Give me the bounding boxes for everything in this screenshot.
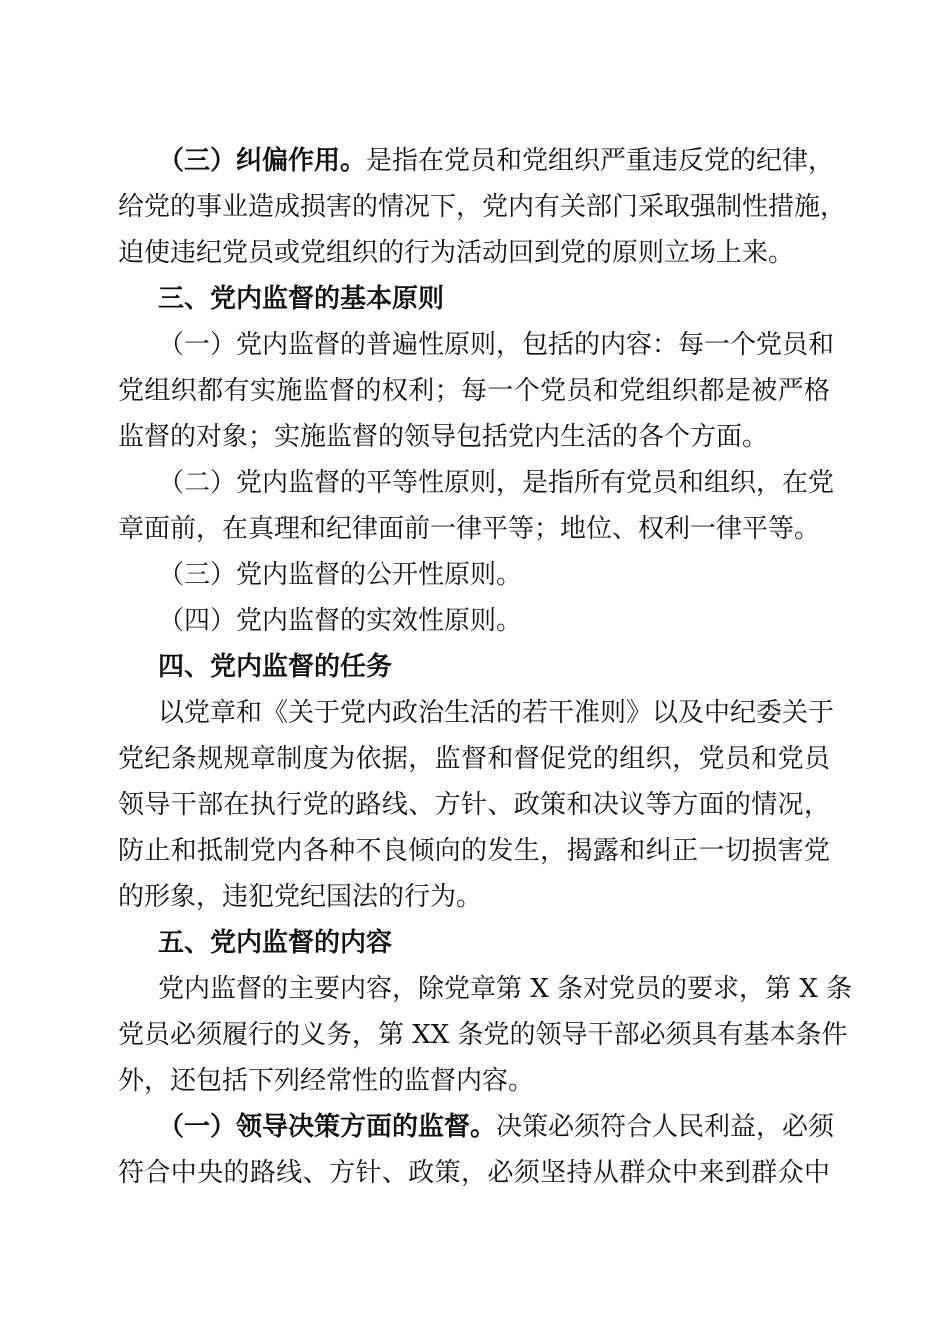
text-line: 的形象，违犯党纪国法的行为。 <box>118 882 483 912</box>
paragraph-content <box>118 966 853 1104</box>
text-line: 党纪条规规章制度为依据，监督和督促党的组织，党员和党员 <box>118 744 830 774</box>
section-heading: 五、党内监督的内容 <box>158 928 393 958</box>
text-line: （一）党内监督的普遍性原则，包括的内容：每一个党员和 <box>158 330 835 360</box>
text-line <box>118 1104 835 1150</box>
text-line: 符合中央的路线、方针、政策，必须坚持从群众中来到群众中 <box>118 1158 830 1188</box>
text-line: 监督的对象；实施监督的领导包括党内生活的各个方面。 <box>118 422 769 452</box>
section-heading: 三、党内监督的基本原则 <box>158 284 445 314</box>
text-line: 党员必须履行的义务，第 XX 条党的领导干部必须具有基本条件 <box>118 1020 848 1050</box>
text-line: 以党章和《关于党内政治生活的若干准则》以及中纪委关于 <box>158 698 835 728</box>
paragraph-openness: （三）党内监督的公开性原则。 <box>158 560 523 590</box>
text-line: 领导干部在执行党的路线、方针、政策和决议等方面的情况， <box>118 790 830 820</box>
text-line: 章面前，在真理和纪律面前一律平等；地位、权利一律平等。 <box>118 514 821 544</box>
paragraph-lead: （一）领导决策方面的监督。 <box>158 1112 497 1142</box>
paragraph-universality <box>118 322 835 460</box>
text-line: 防止和抵制党内各种不良倾向的发生，揭露和纠正一切损害党 <box>118 836 830 866</box>
paragraph-tasks <box>118 690 835 920</box>
section-heading: 四、党内监督的任务 <box>158 652 393 682</box>
paragraph-effectiveness: （四）党内监督的实效性原则。 <box>158 606 523 636</box>
text-line: 迫使违纪党员或党组织的行为活动回到党的原则立场上来。 <box>118 238 795 268</box>
text-line-rest: 是指在党员和党组织严重违反党的纪律， <box>366 146 835 176</box>
text-line-rest: 决策必须符合人民利益，必须 <box>496 1112 835 1142</box>
text-line: 外，还包括下列经常性的监督内容。 <box>118 1066 535 1096</box>
paragraph-correction-role <box>118 138 847 276</box>
paragraph-decision-supervision <box>118 1104 835 1196</box>
paragraph-lead: （三）纠偏作用。 <box>158 146 367 176</box>
text-line <box>118 138 835 184</box>
document-page <box>118 138 853 1196</box>
paragraph-equality <box>118 460 835 552</box>
text-line: 给党的事业造成损害的情况下，党内有关部门采取强制性措施， <box>118 192 847 222</box>
text-line: （二）党内监督的平等性原则，是指所有党员和组织，在党 <box>158 468 835 498</box>
text-line: 党组织都有实施监督的权利；每一个党员和党组织都是被严格 <box>118 376 830 406</box>
text-line: 党内监督的主要内容，除党章第 X 条对党员的要求，第 X 条 <box>158 974 853 1004</box>
